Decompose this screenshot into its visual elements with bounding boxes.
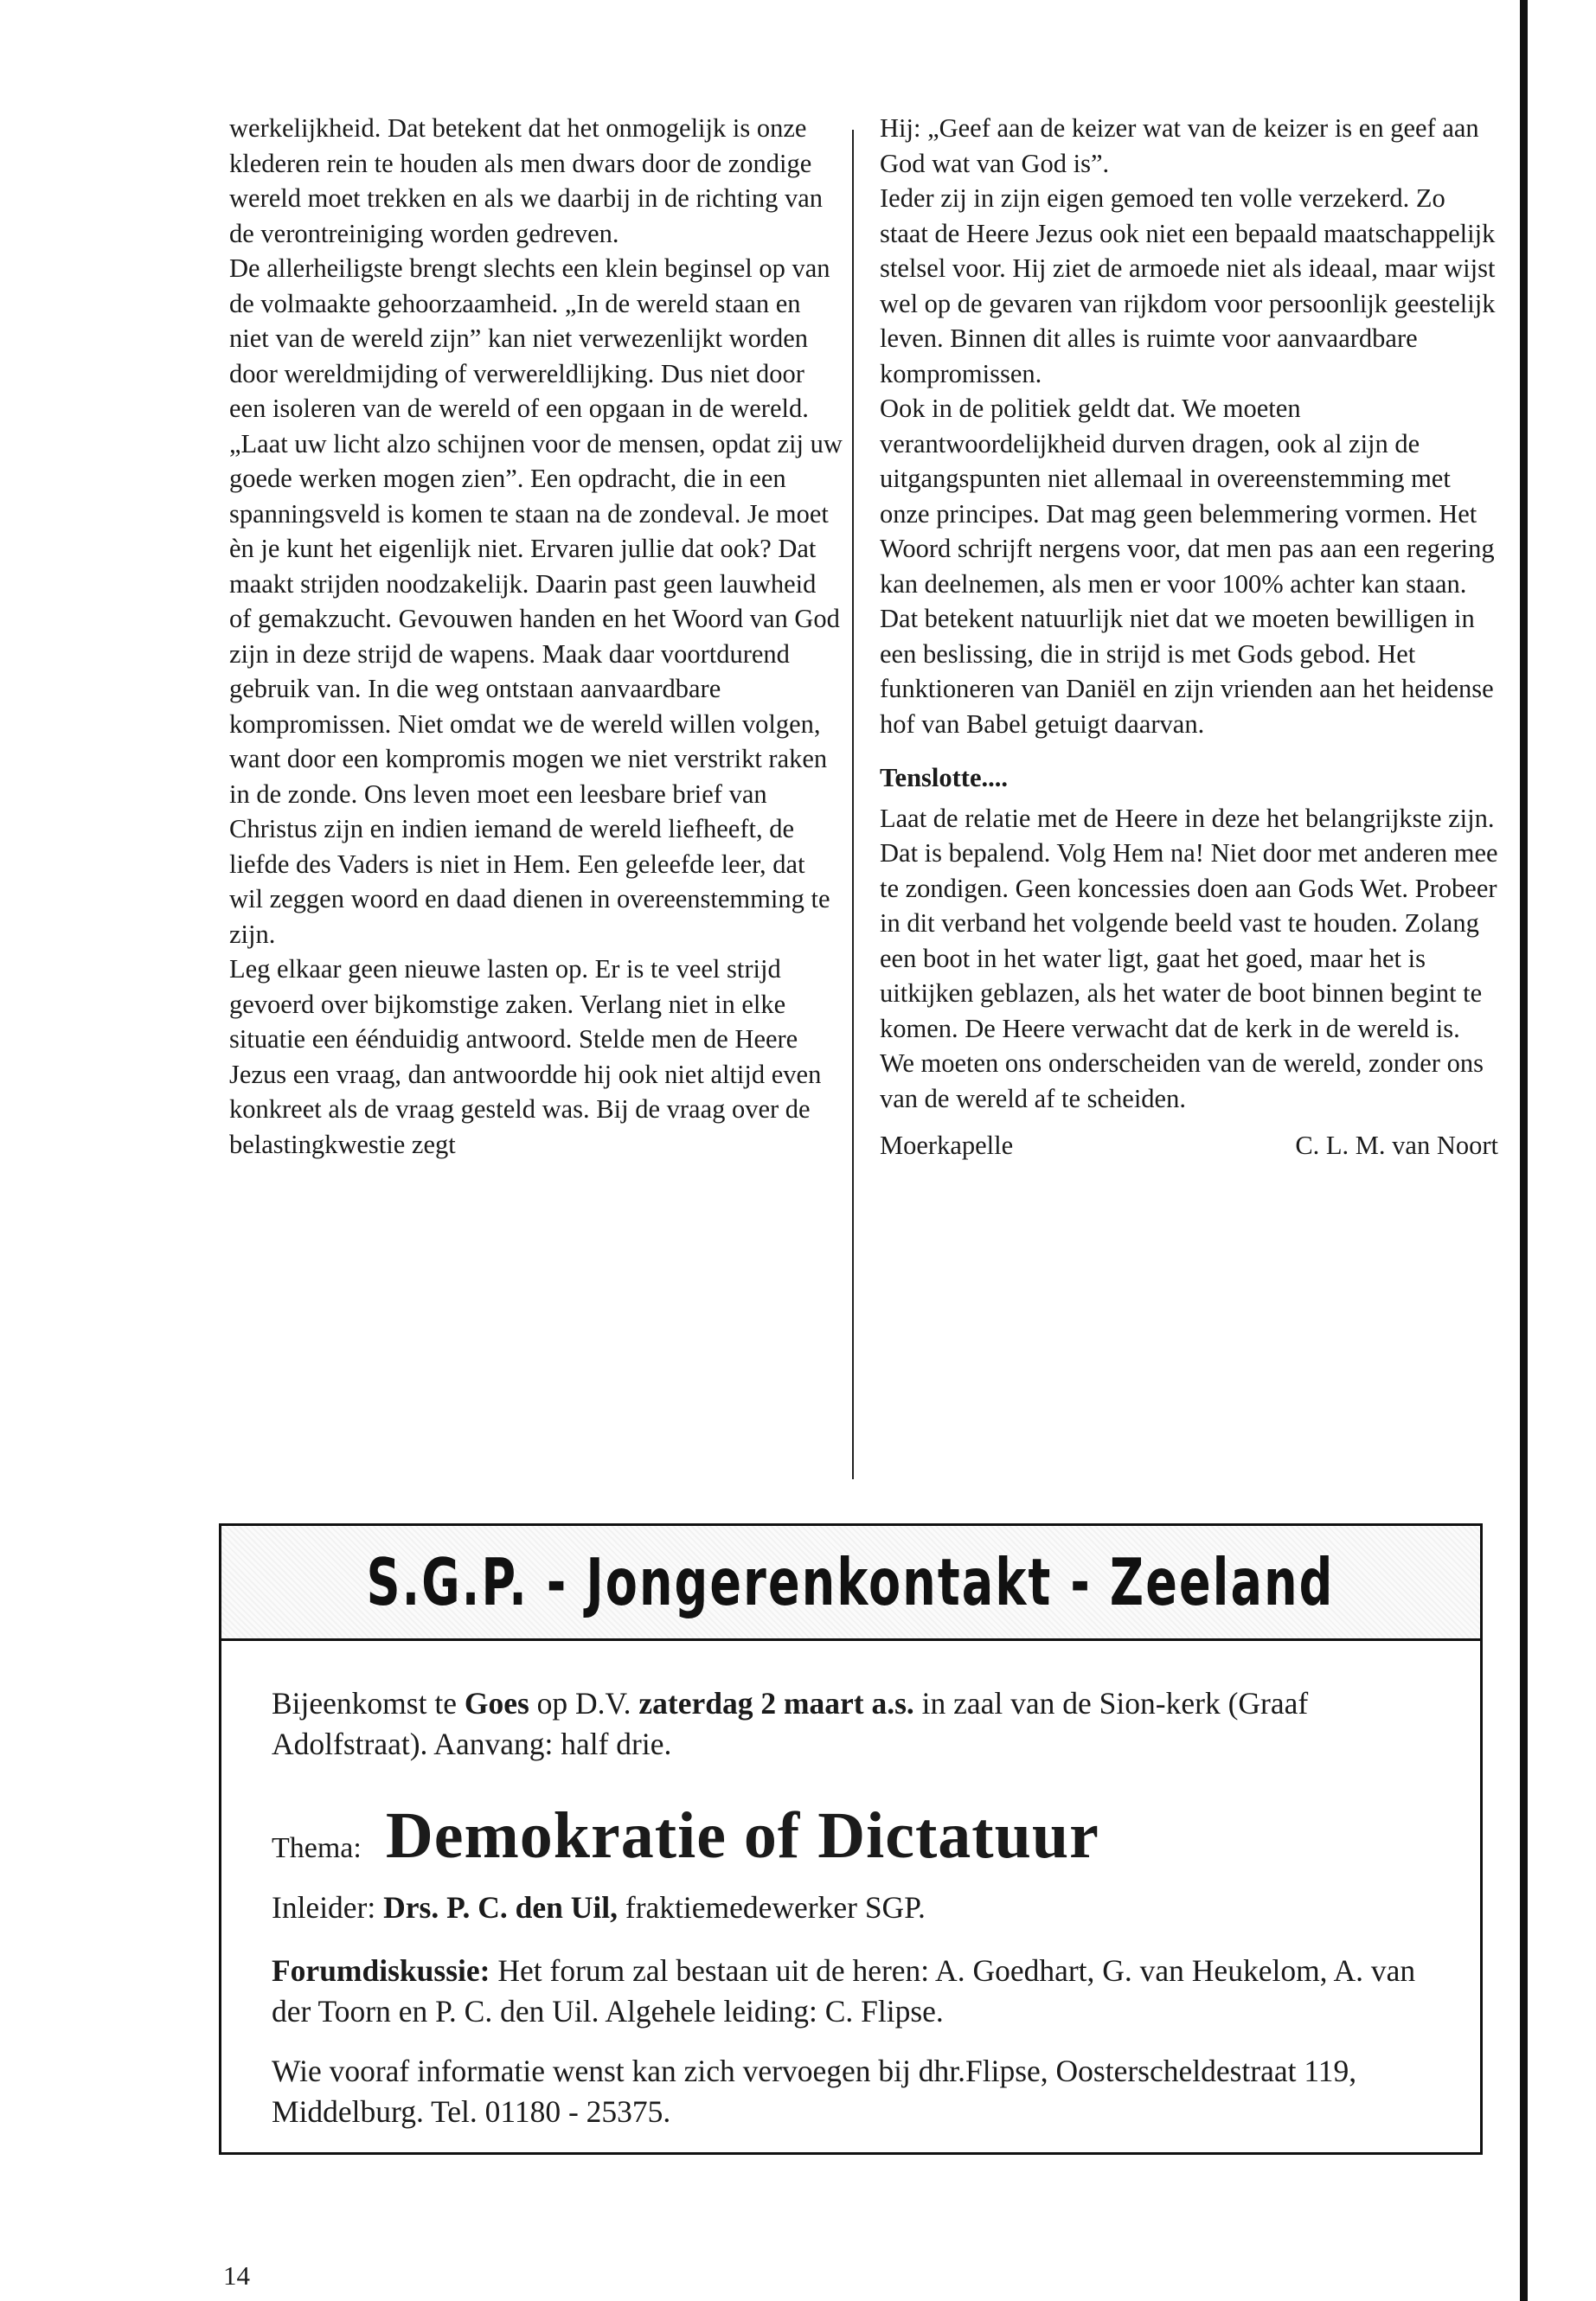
forum-text: Het forum zal bestaan uit de heren: A. Goedhart, G. van Heukelom, A. van der Toorn en P. C. den Uil. Algehele leiding: C. Flipse. <box>272 1953 1416 2029</box>
banner-title: S.G.P. - Jongerenkontakt - Zeeland <box>367 1544 1335 1620</box>
speaker-role: fraktiemedewerker SGP. <box>618 1890 926 1925</box>
page-number: 14 <box>223 2260 250 2291</box>
forum-paragraph <box>272 1951 1445 2032</box>
announcement-body <box>221 1638 1480 2132</box>
closing-paragraph: Laat de relatie met de Heere in deze het belangrijkste zijn. Dat is bepalend. Volg Hem na! Niet door met anderen mee te zondigen. Geen koncessies doen aan Gods Wet. Probeer in dit verband het volgende beeld vast te houden. Zolang een boot in het water ligt, gaat het goed, maar het is uitkijken geblazen, als het water de boot binnen begint te komen. De Heere verwacht dat de kerk in de wereld is. We moeten ons onderscheiden van de wereld, zonder ons van de wereld af te scheiden. <box>880 803 1498 1113</box>
meeting-date: zaterdag 2 maart a.s. <box>638 1686 914 1721</box>
speaker-line <box>272 1888 1445 1928</box>
article-paragraph: werkelijkheid. Dat betekent dat het onmogelijk is onze klederen rein te houden als men dwars door de zondige wereld moet trekken en als we daarbij in de richting van de verontreiniging worden gedreven. <box>229 113 823 248</box>
contact-info: Wie vooraf informatie wenst kan zich vervoegen bij dhr.Flipse, Oosterscheldestraat 119, Middelburg. Tel. 01180 - 25375. <box>272 2054 1357 2129</box>
article-paragraph: Ieder zij in zijn eigen gemoed ten volle verzekerd. Zo staat de Heere Jezus ook niet een bepaald maatschappelijk stelsel voor. Hij ziet de armoede niet als ideaal, maar wijst wel op de gevaren van rijkdom voor persoonlijk geestelijk leven. Binnen dit alles is ruimte voor aanvaardbare kompromissen. <box>880 183 1496 388</box>
forum-label: Forumdiskussie: <box>272 1953 490 1988</box>
article-paragraph: Leg elkaar geen nieuwe lasten op. Er is te veel strijd gevoerd over bijkomstige zaken. Verlang niet in elke situatie een éénduidig antwoord. Stelde men de Heere Jezus een vraag, dan antwoordde hij ook niet altijd even konkreet als de vraag gesteld was. Bij de vraag over de belastingkwestie zegt <box>229 954 822 1159</box>
signature-author: C. L. M. van Noort <box>1295 1131 1498 1160</box>
speaker-label: Inleider: <box>272 1890 384 1925</box>
closing-heading: Tenslotte.... <box>880 763 1008 792</box>
meeting-place: Goes <box>464 1686 529 1721</box>
article-paragraph: Ook in de politiek geldt dat. We moeten verantwoordelijkheid durven dragen, ook al zijn de uitgangspunten niet allemaal in overeenstemming met onze principes. Dat mag geen belemmering vormen. Het Woord schrijft nergens voor, dat men pas aan een regering kan deelnemen, als men er voor 100% achter kan staan. Dat betekent natuurlijk niet dat we moeten bewilligen in een beslissing, die in strijd is met Gods gebod. Het funktioneren van Daniël en zijn vrienden aan het heidense hof van Babel getuigt daarvan. <box>880 394 1495 739</box>
speaker-name: Drs. P. C. den Uil, <box>383 1890 619 1925</box>
intro-text: in zaal van de Sion-kerk (Graaf Adolfstraat). Aanvang: half drie. <box>272 1686 1309 1761</box>
article-paragraph: Hij: „Geef aan de keizer wat van de keizer is en geef aan God wat van God is”. <box>880 113 1479 178</box>
intro-text: op D.V. <box>529 1686 639 1721</box>
announcement-banner <box>221 1526 1480 1641</box>
intro-text: Bijeenkomst te <box>272 1686 465 1721</box>
page-edge-rule <box>1520 0 1528 2301</box>
signature-place: Moerkapelle <box>880 1131 1014 1160</box>
signature <box>880 1128 1498 1163</box>
column-divider <box>852 130 854 1479</box>
event-announcement <box>219 1523 1483 2155</box>
article-column-right <box>880 111 1498 1163</box>
meeting-details <box>272 1683 1445 1765</box>
article-column-left <box>229 111 843 1162</box>
theme-title: Demokratie of Dictatuur <box>385 1799 1099 1872</box>
theme-row <box>272 1801 1445 1870</box>
article-paragraph: De allerheiligste brengt slechts een klein beginsel op van de volmaakte gehoorzaamheid. „In de wereld staan en niet van de wereld zijn” kan niet verwezenlijkt worden door wereldmijding of verwereldlijking. Dus niet door een isoleren van de wereld of een opgaan in de wereld. „Laat uw licht alzo schijnen voor de mensen, opdat zij uw goede werken mogen zien”. Een opdracht, die in een spanningsveld is komen te staan na de zondeval. Je moet èn je kunt het eigenlijk niet. Ervaren jullie dat ook? Dat maakt strijden noodzakelijk. Daarin past geen lauwheid of gemakzucht. Gevouwen handen en het Woord van God zijn in deze strijd de wapens. Maak daar voortdurend gebruik van. In die weg ontstaan aanvaardbare kompromissen. Niet omdat we de wereld willen volgen, want door een kompromis mogen we niet verstrikt raken in de zonde. Ons leven moet een leesbare brief van Christus zijn en indien iemand de wereld liefheeft, de liefde des Vaders is niet in Hem. Een geleefde leer, dat wil zeggen woord en daad dienen in overeenstemming te zijn. <box>229 253 843 949</box>
theme-label: Thema: <box>272 1832 362 1864</box>
